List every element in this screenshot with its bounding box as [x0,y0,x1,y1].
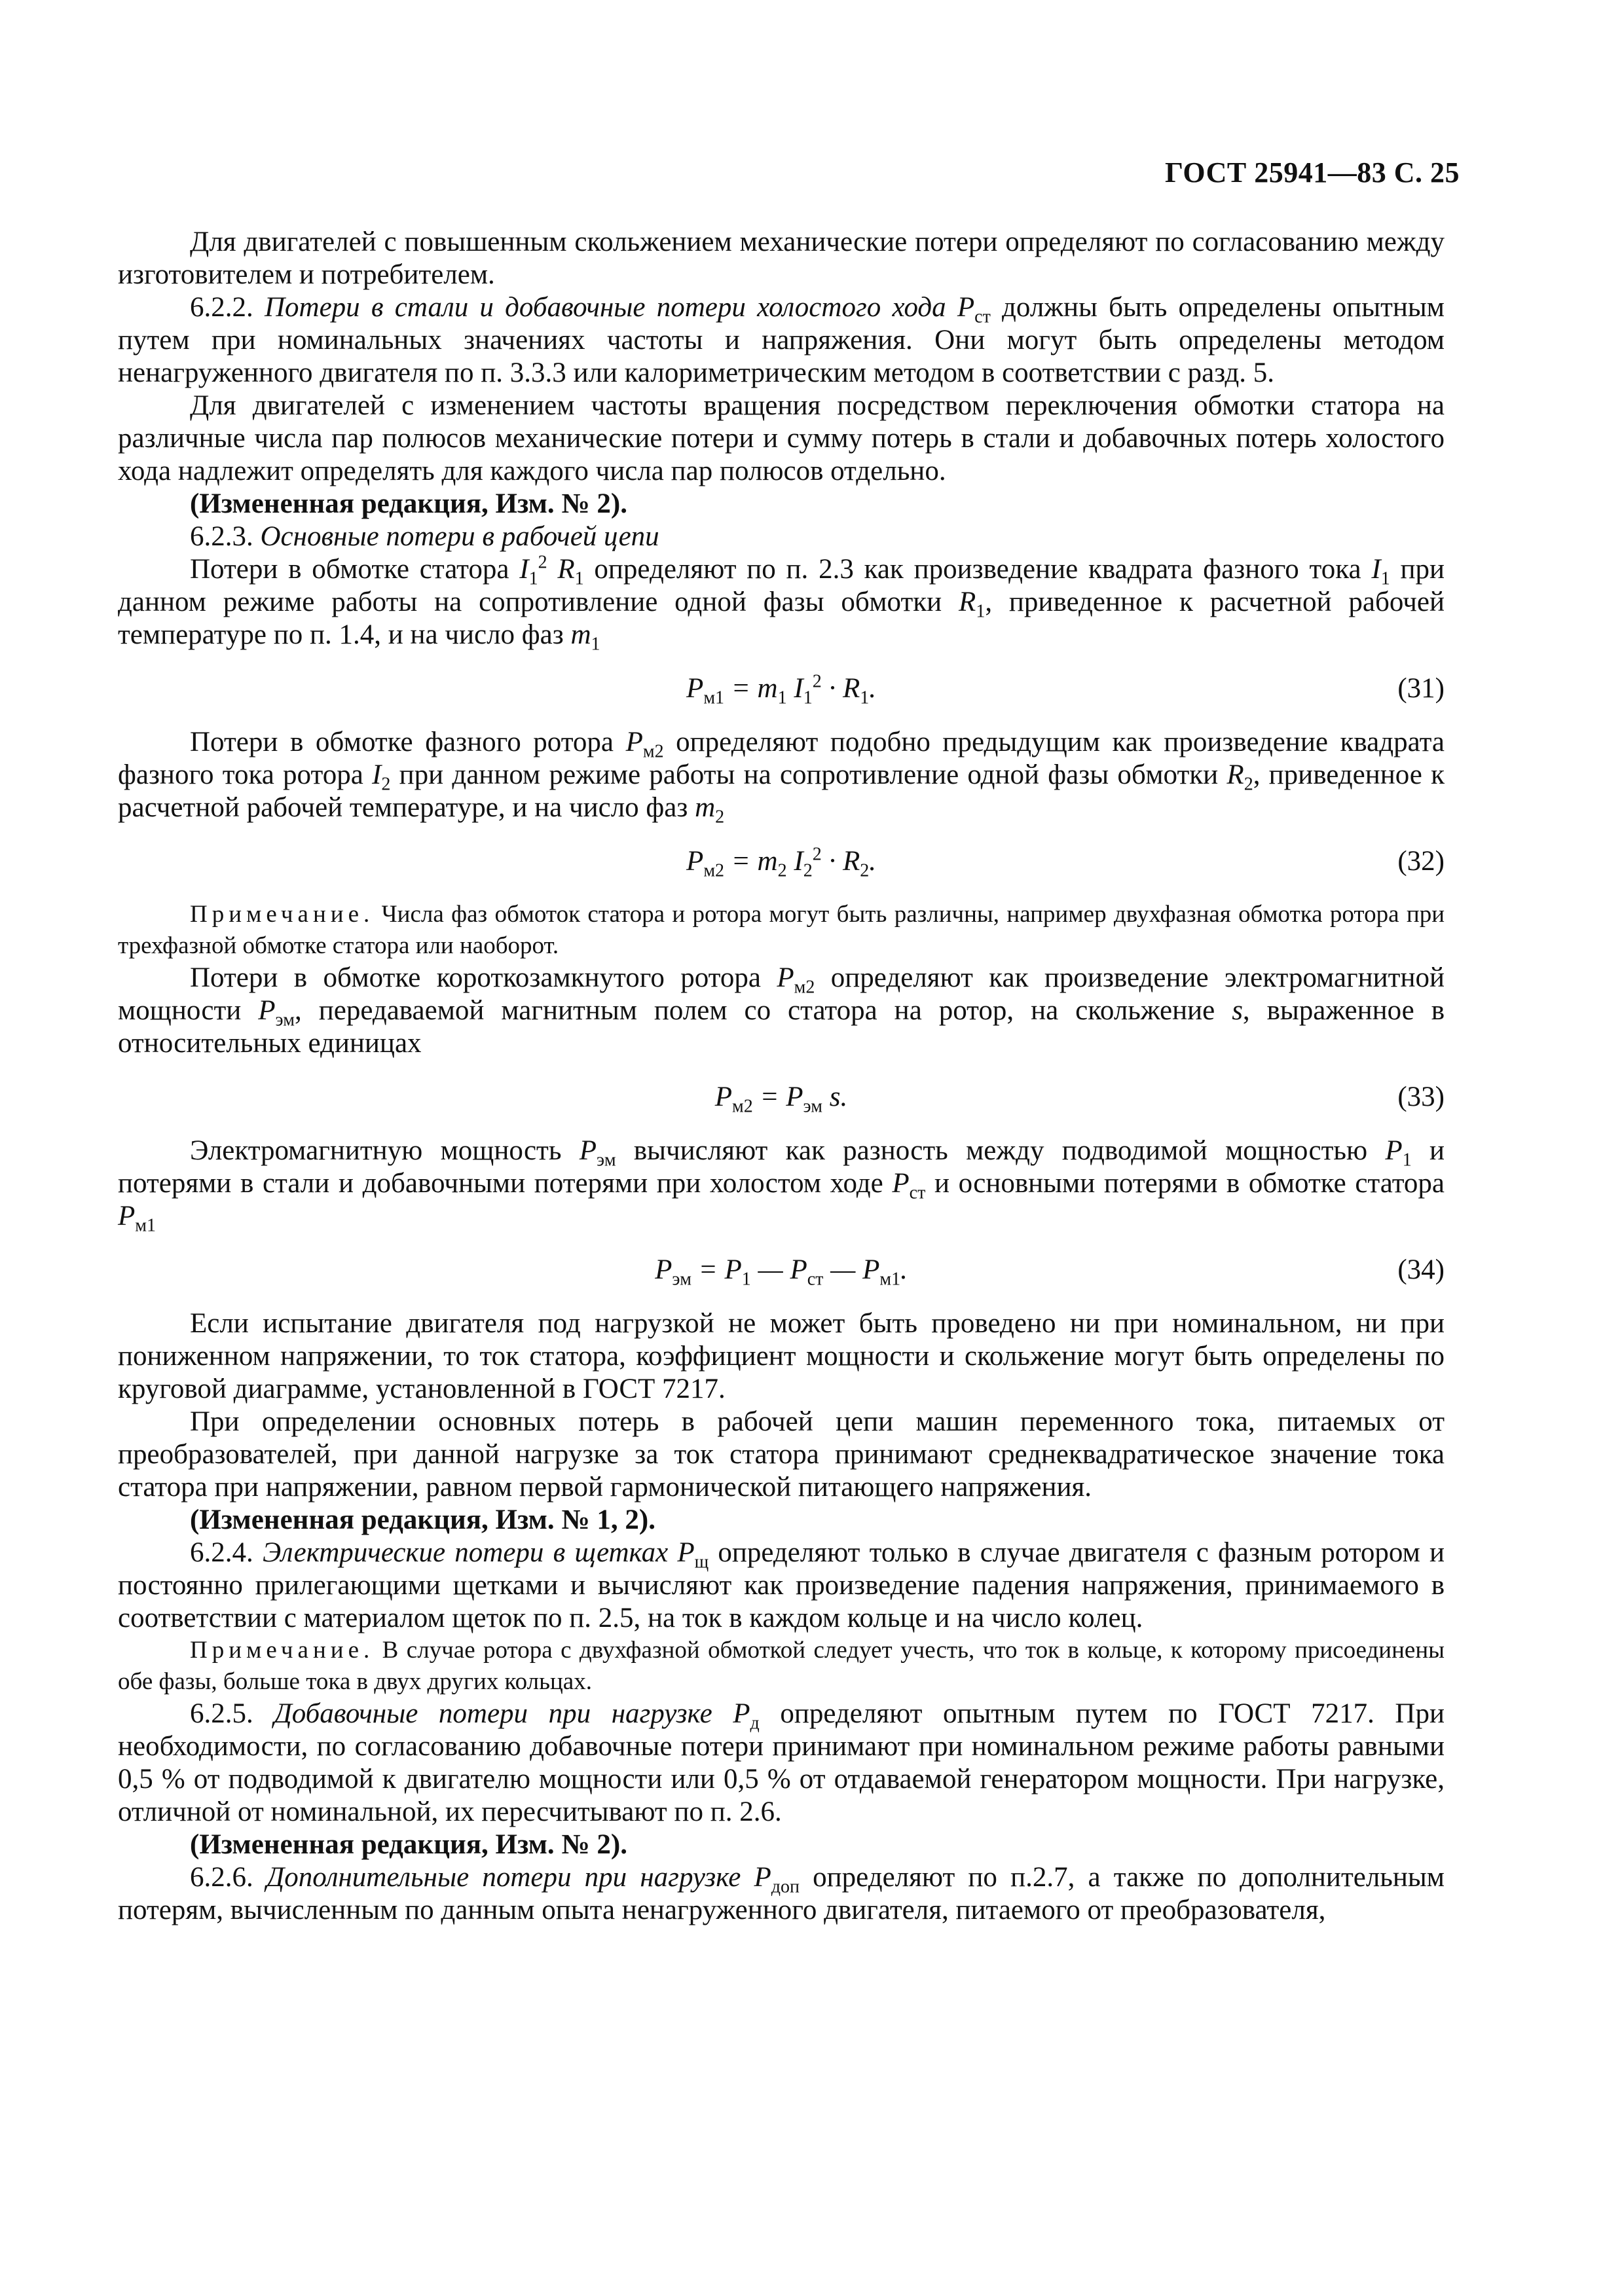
math-pm2: $P_{м2}$ [777,962,815,998]
clause-title: Добавочные потери при нагрузке $P_д$ [274,1698,760,1734]
clause-title: Дополнительные потери при нагрузке $P_{доп}$ [266,1862,800,1897]
note-phases [118,899,1445,962]
equation-number: (33) [1397,1082,1445,1112]
equation-number: (34) [1397,1254,1445,1285]
equation-number: (31) [1397,673,1445,704]
document-body [118,226,1445,1927]
math-m1: $m_1$ [570,619,600,655]
formula-31 [118,671,1445,708]
note-rings [118,1635,1445,1698]
note-text: Числа фаз обмоток статора и ротора могут быть различны, например двухфазная обмотка ротора при трехфазной обмотке статора или наоборот. [118,901,1445,959]
math-i1-sq-r1: $I_1^2$ $R_1$ [519,552,584,589]
clause-number: 6.2.2. [190,292,253,323]
paragraph-converter: При определении основных потерь в рабочей цепи машин переменного тока, питаемых от преобразователей, при данной нагрузке за ток статора принимают среднеквадратическое значение тока статора при напряжении, равном первой гармонической питающего напряжения. [118,1406,1445,1503]
clause-6-2-5 [118,1698,1445,1829]
equation-number: (32) [1397,846,1445,877]
clause-number: 6.2.6. [190,1862,253,1893]
clause-text: должны быть определены опытным путем при номинальных значениях частоты и напряжения. Они могут быть определены методом ненагруженного двигателя по п. 3.3.3 или калориметрическим методом в соответствии с разд. 5. [118,292,1445,388]
formula-34 [118,1254,1445,1290]
paragraph-stator-losses: Потери в обмотке статора $I_1^2$ $R_1$ определяют по п. 2.3 как произведение квадрата фазного тока $I_1$ при данном режиме работы на сопротивление одной фазы обмотки $R_1$, приведенное к расчетной рабочей температуре по п. 1.4, и на число фаз $m_1$ [118,552,1445,655]
clause-6-2-2 [118,291,1445,390]
formula-expression: $P_{м2} = P_{эм}$ s. [714,1082,848,1117]
clause-title: Потери в стали и добавочные потери холостого хода $P_{ст}$ [264,292,991,327]
clause-title: Основные потери в рабочей цепи [260,521,659,552]
clause-number: 6.2.4. [190,1537,253,1568]
math-pst: $P_{ст}$ [892,1168,926,1203]
math-m2: $m_2$ [695,792,725,828]
clause-text: определяют только в случае двигателя с фазным ротором и постоянно прилегающими щетками и вычисляют как произведение падения напряжения, принимаемого в соответствии с материалом щеток по п. 2.5, на ток в каждом кольце и на число колец. [118,1537,1445,1633]
math-i2: $I_2$ [372,759,391,795]
clause-number: 6.2.5. [190,1698,253,1729]
math-pm1: $P_{м1}$ [118,1201,156,1236]
clause-title: Электрические потери в щетках $P_щ$ [262,1537,709,1573]
math-pem: $P_{эм}$ [258,995,295,1030]
math-i1: $I_1$ [1371,554,1390,589]
clause-number: 6.2.3. [190,521,253,552]
formula-expression: $P_{эм} = P_1$ — $P_{ст}$ — $P_{м1}$. [655,1254,908,1290]
revision-note: (Измененная редакция, Изм. № 1, 2). [190,1504,655,1535]
paragraph-mechanical-losses: Для двигателей с повышенным скольжением механические потери определяют по согласованию между изготовителем и потребителем. [118,227,1445,290]
revision-note: (Измененная редакция, Изм. № 2). [190,1829,627,1860]
page-header: ГОСТ 25941—83 С. 25 [1164,156,1460,189]
clause-text: определяют по п.2.7, а также по дополнительным потерям, вычисленным по данным опыта ненагруженного двигателя, питаемого от преобразователя, [118,1862,1445,1925]
paragraph-em-power: Электромагнитную мощность $P_{эм}$ вычисляют как разность между подводимой мощностью $P_1$ и потерями в стали и добавочными потерями при холостом ходе $P_{ст}$ и основными потерями в обмотке статора $P_{м1}$ [118,1135,1445,1236]
revision-note: (Измененная редакция, Изм. № 2). [190,488,627,519]
clause-text: определяют опытным путем по ГОСТ 7217. При необходимости, по согласованию добавочные потери принимают при номинальном режиме работы равными 0,5 % от подводимой к двигателю мощности или 0,5 % от отдаваемой генератором мощности. При нагрузке, отличной от номинальной, их пересчитывают по п. 2.6. [118,1698,1445,1827]
paragraph-squirrel-cage: Потери в обмотке короткозамкнутого ротора $P_{м2}$ определяют как произведение электромагнитной мощности $P_{эм}$, передаваемой магнитным полем со статора на ротор, на скольжение s, выраженное в относительных единицах [118,962,1445,1059]
note-label: Примечание. [190,901,375,928]
math-r2: $R_2$ [1226,759,1253,795]
formula-33 [118,1081,1445,1117]
note-text: В случае ротора с двухфазной обмоткой следует учесть, что ток в кольце, к которому присоединены обе фазы, больше тока в двух других кольцах. [118,1637,1445,1695]
clause-6-2-6 [118,1861,1445,1927]
math-pm2: $P_{м2}$ [625,727,664,762]
paragraph-pole-switching: Для двигателей с изменением частоты вращения посредством переключения обмотки статора на различные числа пар полюсов механические потери и сумму потерь в стали и добавочных потерь холостого хода надлежит определять для каждого числа пар полюсов отдельно. [118,390,1445,486]
paragraph-rotor-losses: Потери в обмотке фазного ротора $P_{м2}$ определяют подобно предыдущим как произведение квадрата фазного тока ротора $I_2$ при данном режиме работы на сопротивление одной фазы обмотки $R_2$, приведенное к расчетной рабочей температуре, и на число фаз $m_2$ [118,727,1445,828]
math-s: s [1232,995,1243,1026]
math-p1: $P_1$ [1385,1135,1412,1171]
formula-expression: $P_{м1} = m_1$ $I_1^2 \cdot R_1$. [686,671,876,708]
formula-32 [118,844,1445,881]
note-label: Примечание. [190,1637,375,1664]
clause-6-2-4 [118,1537,1445,1635]
formula-expression: $P_{м2} = m_2$ $I_2^2 \cdot R_2$. [686,844,876,881]
math-r1: $R_1$ [959,587,986,622]
clause-6-2-3 [118,520,1445,553]
math-pem: $P_{эм}$ [579,1135,616,1171]
paragraph-circle-diagram: Если испытание двигателя под нагрузкой не может быть проведено ни при номинальном, ни при пониженном напряжении, то ток статора, коэффициент мощности и скольжение могут быть определены по круговой диаграмме, установленной в ГОСТ 7217. [118,1308,1445,1404]
